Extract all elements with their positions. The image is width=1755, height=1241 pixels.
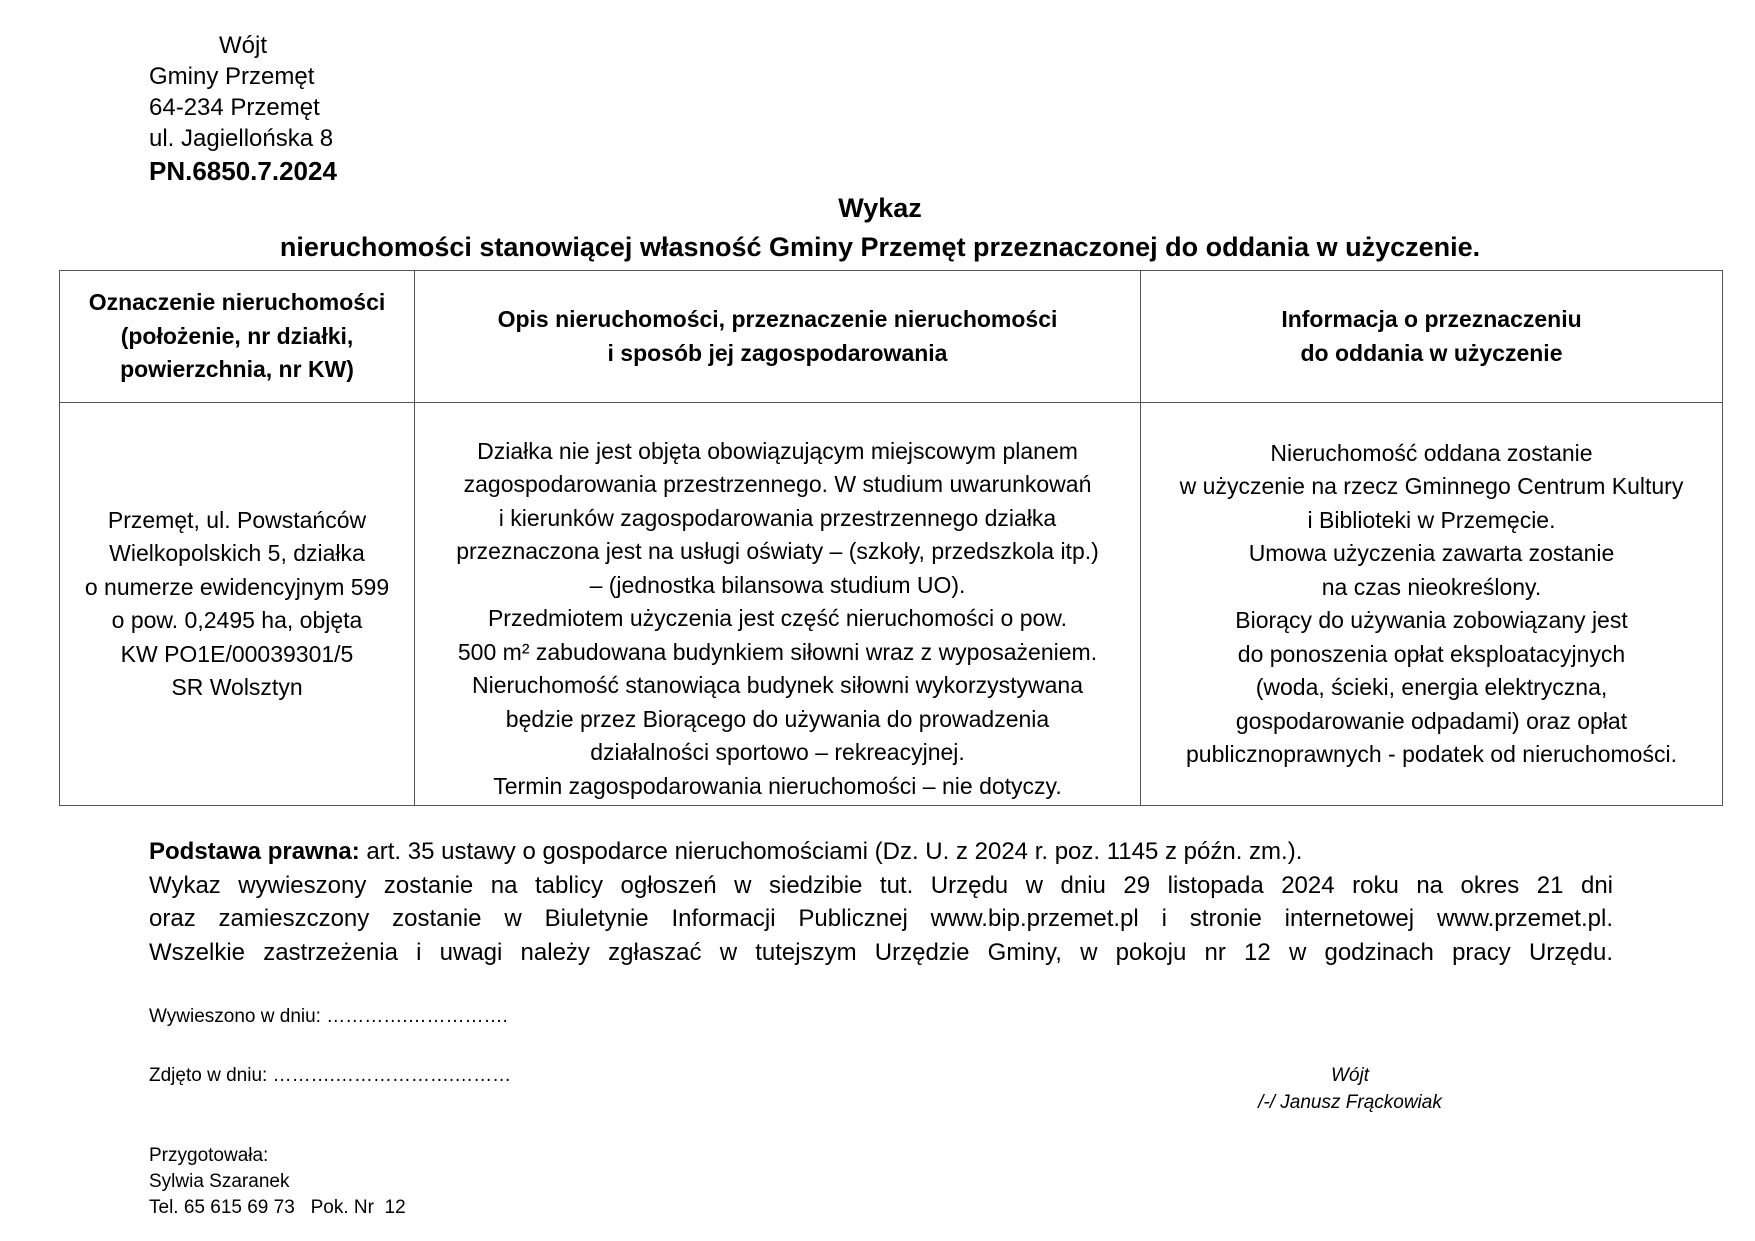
cell-line: Umowa użyczenia zawarta zostanie	[1248, 540, 1615, 566]
document-title: Wykaz	[838, 193, 922, 223]
cell-line: SR Wolsztyn	[171, 674, 303, 700]
prepared-by	[149, 1143, 406, 1221]
cell-lending-information	[1141, 403, 1723, 806]
issuer-line: Gminy Przemęt	[149, 63, 315, 90]
header-line: Opis nieruchomości, przeznaczenie nieruchomości	[497, 306, 1058, 332]
property-table	[59, 270, 1723, 806]
header-line: (położenie, nr działki,	[120, 322, 354, 349]
cell-line: i kierunków zagospodarowania przestrzennego działka	[498, 504, 1057, 531]
cell-property-designation	[60, 403, 415, 806]
cell-line: (woda, ścieki, energia elektryczna,	[1255, 674, 1608, 700]
cell-line: zagospodarowania przestrzennego. W studium uwarunkowań	[463, 471, 1092, 497]
prepared-label: Przygotowała:	[149, 1145, 269, 1166]
cell-line: KW PO1E/00039301/5	[120, 640, 354, 667]
header-line: Informacja o przeznaczeniu	[1281, 306, 1582, 332]
cell-line: gospodarowanie odpadami) oraz opłat	[1235, 707, 1628, 734]
case-number: PN.6850.7.2024	[149, 156, 337, 186]
header-lending-information	[1141, 271, 1723, 403]
legal-basis	[149, 835, 1613, 869]
cell-line: – (jednostka bilansowa studium UO).	[589, 571, 966, 598]
signature-name: /-/ Janusz Frąckowiak	[1258, 1092, 1442, 1113]
cell-line: Wielkopolskich 5, działka	[109, 540, 365, 566]
cell-line: i Biblioteki w Przemęcie.	[1307, 506, 1556, 533]
header-line: powierzchnia, nr KW)	[120, 356, 354, 383]
header-line: i sposób jej zagospodarowania	[607, 339, 948, 366]
removed-date-field: Zdjęto w dniu: ……….……………….………	[149, 1065, 512, 1086]
notice-line: Wykaz wywieszony zostanie na tablicy ogłoszeń w siedzibie tut. Urzędu w dniu 29 listopada 2024 roku na okres 21 dni	[149, 871, 1613, 899]
cell-line: do ponoszenia opłat eksploatacyjnych	[1237, 640, 1626, 667]
table-header-row	[60, 271, 1723, 403]
header-line: do oddania w użyczenie	[1300, 339, 1563, 366]
table-row	[60, 403, 1723, 806]
prepared-contact: Tel. 65 615 69 73 Pok. Nr 12	[149, 1197, 406, 1218]
notice-line: Wszelkie zastrzeżenia i uwagi należy zgłaszać w tutejszym Urzędzie Gminy, w pokoju nr 12 w godzinach pracy Urzędu.	[149, 938, 1613, 966]
cell-line: Przedmiotem użyczenia jest część nieruchomości o pow.	[487, 605, 1068, 631]
issuer-address	[149, 30, 337, 187]
cell-property-description	[415, 403, 1141, 806]
issuer-title: Wójt	[219, 32, 267, 59]
header-line: Oznaczenie nieruchomości	[88, 289, 386, 316]
cell-line: 500 m² zabudowana budynkiem siłowni wraz z wyposażeniem.	[457, 638, 1098, 665]
signature-title: Wójt	[1331, 1065, 1369, 1086]
cell-line: o numerze ewidencyjnym 599	[84, 573, 390, 600]
cell-line: Nieruchomość stanowiąca budynek siłowni wykorzystywana	[471, 672, 1084, 698]
document-subtitle: nieruchomości stanowiącej własność Gminy Przemęt przeznaczonej do oddania w użyczenie.	[279, 232, 1481, 262]
signature-block	[1200, 1062, 1500, 1116]
notice-line: oraz zamieszczony zostanie w Biuletynie Informacji Publicznej www.bip.przemet.pl i stronie internetowej www.przemet.pl.	[149, 905, 1613, 932]
cell-line: na czas nieokreślony.	[1321, 573, 1542, 600]
cell-line: w użyczenie na rzecz Gminnego Centrum Kultury	[1179, 473, 1684, 499]
cell-line: Biorący do używania zobowiązany jest	[1235, 607, 1628, 633]
header-property-designation	[60, 271, 415, 403]
cell-line: Przemęt, ul. Powstańców	[107, 506, 367, 533]
issuer-line: ul. Jagiellońska 8	[149, 125, 334, 152]
cell-line: działalności sportowo – rekreacyjnej.	[590, 739, 965, 765]
legal-basis-text: art. 35 ustawy o gospodarce nieruchomościami (Dz. U. z 2024 r. poz. 1145 z późn. zm.).	[359, 838, 1303, 865]
header-property-description	[415, 271, 1141, 403]
cell-line: będzie przez Biorącego do używania do prowadzenia	[505, 705, 1050, 732]
cell-line: Nieruchomość oddana zostanie	[1270, 439, 1593, 466]
legal-basis-label: Podstawa prawna:	[149, 838, 360, 865]
cell-line: Termin zagospodarowania nieruchomości – nie dotyczy.	[493, 772, 1062, 799]
cell-line: przeznaczona jest na usługi oświaty – (szkoły, przedszkola itp.)	[456, 538, 1099, 564]
cell-line: o pow. 0,2495 ha, objęta	[111, 607, 363, 633]
prepared-name: Sylwia Szaranek	[149, 1171, 290, 1192]
cell-line: Działka nie jest objęta obowiązującym miejscowym planem	[477, 437, 1078, 464]
legal-notice	[149, 835, 1613, 969]
posted-date-field: Wywieszono w dniu: ………….…………….	[149, 1006, 508, 1027]
issuer-line: 64-234 Przemęt	[149, 94, 320, 121]
cell-line: publicznoprawnych - podatek od nieruchomości.	[1186, 741, 1677, 767]
